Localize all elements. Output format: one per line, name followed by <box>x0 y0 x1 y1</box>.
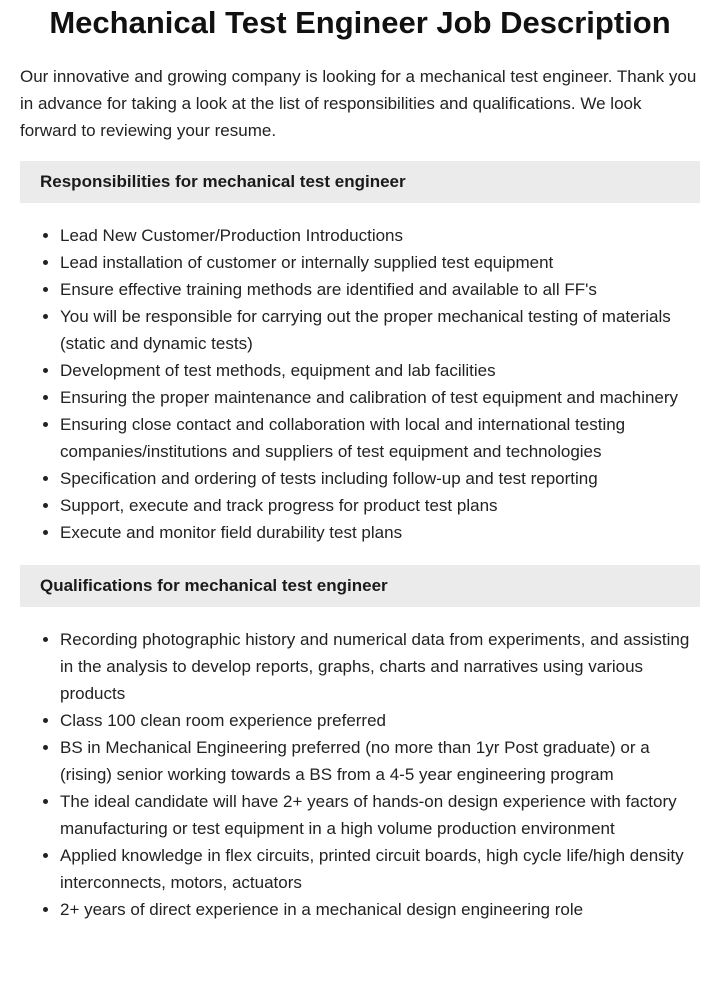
list-item: • You will be responsible for carrying out the proper mechanical testing of materials (static and dynamic tests) <box>60 303 700 357</box>
intro-paragraph: Our innovative and growing company is looking for a mechanical test engineer. Thank you in advance for taking a look at the list of responsibilities and qualifications. We look forward to reviewing your resume. <box>20 67 697 140</box>
list-item: • BS in Mechanical Engineering preferred (no more than 1yr Post graduate) or a (rising) senior working towards a BS from a 4-5 year engineering program <box>60 734 700 788</box>
list-item: • The ideal candidate will have 2+ years of hands-on design experience with factory manufacturing or test equipment in a high volume production environment <box>60 788 700 842</box>
list-item: • Ensure effective training methods are identified and available to all FF's <box>60 276 700 303</box>
list-item: • Development of test methods, equipment and lab facilities <box>60 357 700 384</box>
responsibilities-heading: Responsibilities for mechanical test engineer <box>20 161 700 203</box>
list-item: • Ensuring the proper maintenance and calibration of test equipment and machinery <box>60 384 700 411</box>
qualifications-heading: Qualifications for mechanical test engineer <box>20 565 700 607</box>
list-item: • Class 100 clean room experience preferred <box>60 707 700 734</box>
qualifications-list <box>20 626 700 923</box>
list-item: • Execute and monitor field durability test plans <box>60 519 700 546</box>
list-item: • Ensuring close contact and collaboration with local and international testing companies/institutions and suppliers of test equipment and technologies <box>60 411 700 465</box>
list-item: • Applied knowledge in flex circuits, printed circuit boards, high cycle life/high density interconnects, motors, actuators <box>60 842 700 896</box>
list-item: • Support, execute and track progress for product test plans <box>60 492 700 519</box>
list-item: • Lead New Customer/Production Introductions <box>60 222 700 249</box>
list-item: • Recording photographic history and numerical data from experiments, and assisting in the analysis to develop reports, graphs, charts and narratives using various products <box>60 626 700 707</box>
responsibilities-list <box>20 222 700 546</box>
list-item: • 2+ years of direct experience in a mechanical design engineering role <box>60 896 700 923</box>
page-title: Mechanical Test Engineer Job Description <box>49 5 671 40</box>
list-item: • Specification and ordering of tests including follow-up and test reporting <box>60 465 700 492</box>
list-item: • Lead installation of customer or internally supplied test equipment <box>60 249 700 276</box>
